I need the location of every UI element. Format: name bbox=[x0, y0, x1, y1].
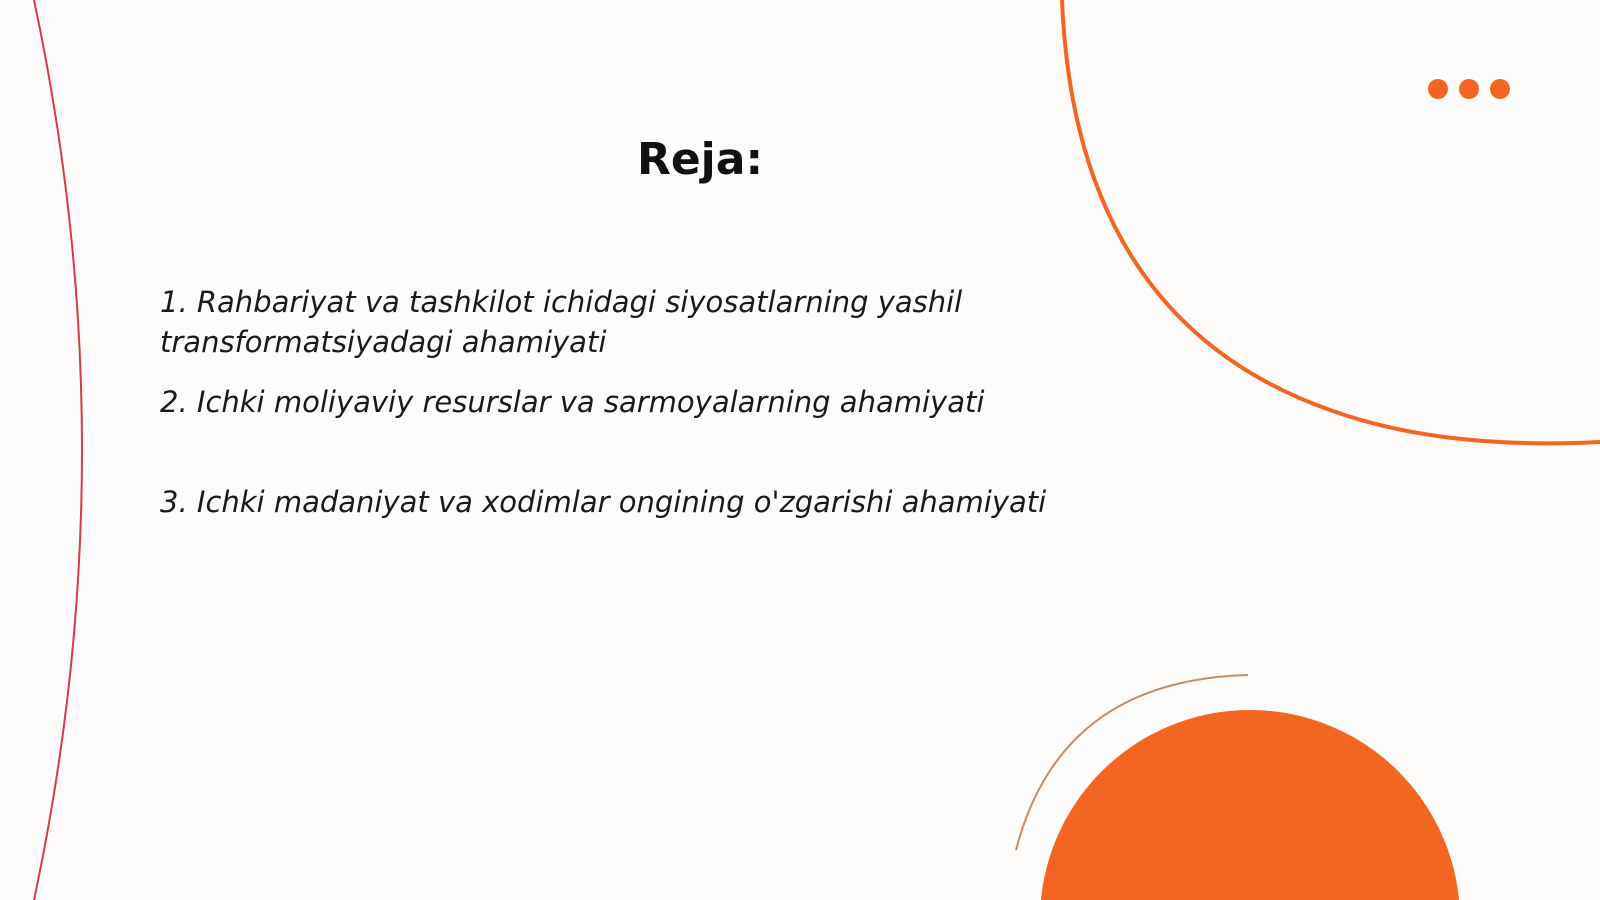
plan-list bbox=[160, 282, 1060, 522]
dot-1 bbox=[1428, 79, 1448, 99]
dot-2 bbox=[1459, 79, 1479, 99]
plan-item-2: 2. Ichki moliyaviy resurslar va sarmoyalarning ahamiyati bbox=[160, 385, 985, 419]
plan-item-1: 1. Rahbariyat va tashkilot ichidagi siyosatlarning yashil transformatsiyadagi ahamiyati bbox=[160, 285, 963, 359]
dot-3 bbox=[1490, 79, 1510, 99]
slide-title: Reja: bbox=[636, 134, 764, 185]
bottom-orange-circle bbox=[1040, 710, 1460, 900]
top-right-arc bbox=[1062, 0, 1600, 443]
plan-item-3: 3. Ichki madaniyat va xodimlar ongining o'zgarishi ahamiyati bbox=[160, 485, 1047, 519]
